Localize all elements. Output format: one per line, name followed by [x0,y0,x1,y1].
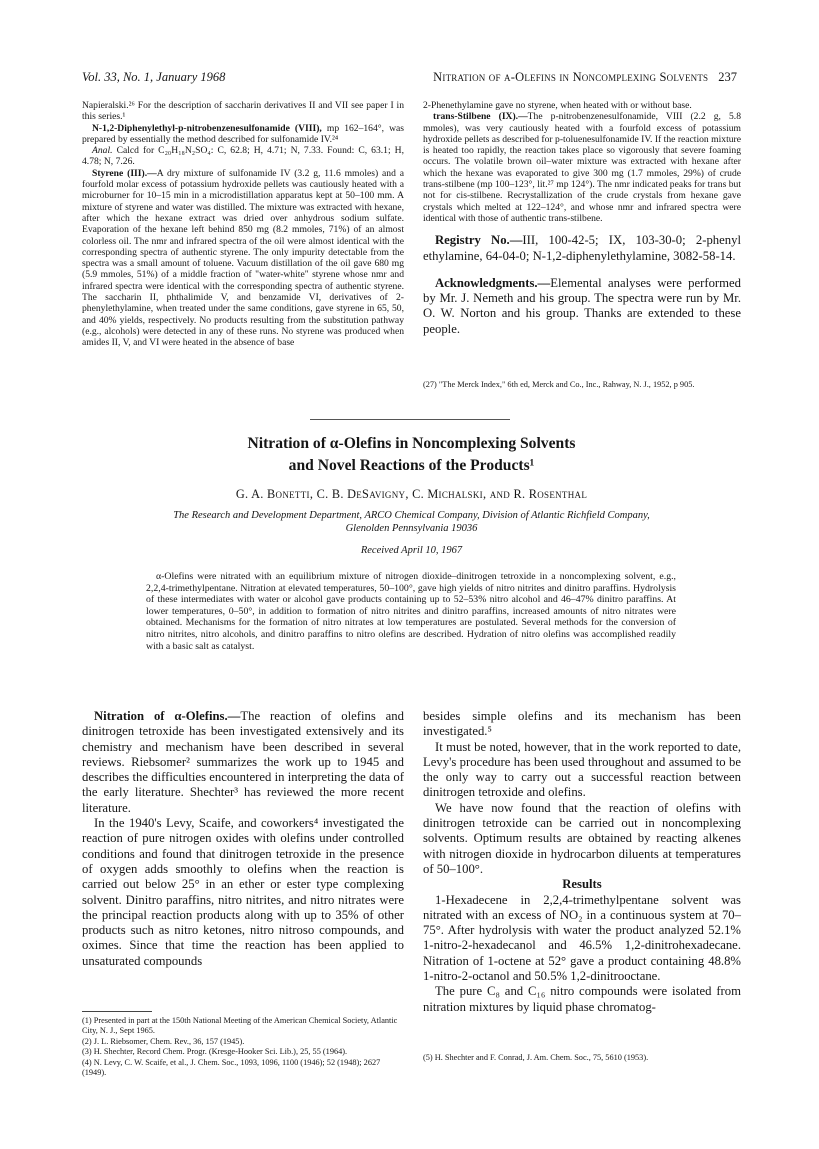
paragraph [82,145,404,168]
paragraph: 2-Phenethylamine gave no styrene, when heated with or without base. [423,100,692,111]
footnotes-right [423,1053,741,1063]
affiliation-line: Glenolden Pennsylvania 19036 [345,523,478,534]
running-header-title [433,70,737,85]
registry-heading: Registry No.— [435,233,523,248]
compound-heading: N-1,2-Diphenylethyl-p-nitrobenzenesulfonamide (VIII), [92,122,322,134]
author-list [82,487,741,502]
paragraph: Napieralski.²⁶ For the description of saccharin derivatives II and VII see paper I in this series.¹ [82,100,404,123]
footnote: (3) H. Shechter, Record Chem. Progr. (Kresge-Hooker Sci. Lib.), 25, 55 (1964). [82,1047,348,1057]
paragraph-text: III, 100-42-5; IX, 103-30-0; 2-phenyl ethylamine, 64-04-0; N-1,2-diphenylethylamine, 3082-58-14. [423,233,741,263]
affiliation-line: The Research and Development Department, ARCO Chemical Company, Division of Atlantic Richfield Company, [173,510,650,521]
registry-paragraph [423,233,741,264]
paragraph: The pure C₈ and C₁₆ nitro compounds were isolated from nitration mixtures by liquid phase chromatog- [423,984,741,1014]
footnote: (1) Presented in part at the 150th National Meeting of the American Chemical Society, Atlantic City, N. J., Sept 1965. [82,1016,398,1036]
paragraph-text: Elemental analyses were performed by Mr. J. Nemeth and his group. The spectra were run by Mr. O. W. Norton and his group. Thanks are extended to these people. [423,275,741,336]
paragraph [423,111,741,224]
running-title: Nitration of α-Olefins in Noncomplexing Solvents [433,70,709,84]
experimental-left-column [82,100,404,349]
paragraph: besides simple olefins and its mechanism has been investigated.⁵ [423,709,741,739]
abstract [146,571,676,652]
analysis-label: Anal. [92,145,113,157]
paragraph-text: A dry mixture of sulfonamide IV (3.2 g, 11.6 mmoles) and a fourfold molar excess of potassium hydroxide pellets was cautiously heated with a microburner for 10–15 min in a microdistillation apparatus kept at 50–100 mm. A mixture of styrene and water was distilled. The mixture was extracted with hexane, after which the hexane extract was dried over anhydrous sodium sulfate. Evaporation of the hexane left behind 850 mg (8.2 mmoles, 71%) of an almost colorless oil. The nmr and infrared spectra of the oil were almost identical with the corresponding spectra of authentic styrene. The only impurity detectable from the spectra was a small amount of toluene. Vacuum distillation of the oil gave 680 mg (5.9 mmoles, 51%) of a middle fraction of "water-white" styrene whose nmr and infrared spectra were identical with the corresponding spectra of authentic styrene. The saccharin II, phthalimide V, and benzamide VI, derivatives of 2-phenylethylamine, when treated under the same conditions, gave styrene in 65, 50, and 40% yields, respectively. No products resulting from the substitution pathway (e.g., alcohols) were detected in any of these runs. No styrene was produced when amides II, V, and VI were heated in the absence of base [82,167,404,349]
paragraph-text: mp 162–164°, was prepared by essentially the method described for sulfonamide IV.²⁴ [82,122,404,145]
paragraph: 1-Hexadecene in 2,2,4-trimethylpentane solvent was nitrated with an excess of NO₂ in a continuous system at 70–75°. After hydrolysis with water the product analyzed 52.1% 1-nitro-2-hexadecanol and 46.5% 1,2-dinitrohexadecane. Nitration of 1-octene at 52° gave a product containing 48.8% 1-nitro-2-octanol and 50.5% 1,2-dinitrooctane. [423,892,741,984]
paragraph-text: The p-nitrobenzenesulfonamide, VIII (2.2 g, 5.8 mmoles), was very cautiously heated with a fourfold excess of potassium hydroxide pellets as described for p-toluenesulfonamide IV. If the reaction mixture is heated too rapidly, the reaction takes place so vigorously that severe foaming occurs. The volatile brown oil–water mixture was extracted with hexane after which the hexane was evaporated to give 300 mg (1.7 mmoles, 29%) of crude trans-stilbene (mp 100–123°, lit.²⁷ mp 124°). The nmr indicated peaks for trans but not for cis-stilbene. Recrystallization of the crude crystals from hexane gave crystals which melted at 122–124°, and whose nmr and infrared spectra were identical with those of authentic trans-stilbene. [423,111,741,224]
footnotes-left [82,1016,404,1078]
page-number: 237 [718,70,737,84]
acknowledgments-paragraph [423,276,741,337]
paragraph-text: The reaction of olefins and dinitrogen tetroxide has been investigated extensively and its chemistry and mechanism have been described in several reviews. Riebsomer² summarizes the work up to 1945 and describes the difficulties encountered in interpreting the data of the early literature. Shechter³ has reviewed the more recent literature. [82,709,404,815]
footnote-27: (27) "The Merck Index," 6th ed, Merck and Co., Inc., Rahway, N. J., 1952, p 905. [423,380,695,389]
results-heading: Results [562,877,602,892]
paragraph: In the 1940's Levy, Scaife, and coworkers⁴ investigated the reaction of pure nitrogen oxides with olefins under controlled conditions and found that dinitrogen tetroxide in the presence of oxygen adds smoothly to olefins when the reaction is carried out below 25° in an ether or ester type complexing solvent. Dinitro paraffins, nitro nitrites, and nitro nitrates were the principal reaction products along with up to 35% of other products such as nitro ketones, nitro nitroso compounds, and oximes. Since that time the reaction has been applied to unsaturated compounds [82,816,404,968]
paragraph: We have now found that the reaction of olefins with dinitrogen tetroxide can be carried out in noncomplexing solvents. Optimum results are obtained by reacting alkenes with nitrogen dioxide in hydrocarbon diluents at temperatures of 50–100°. [423,800,741,876]
footnote: (5) H. Shechter and F. Conrad, J. Am. Chem. Soc., 75, 5610 (1953). [423,1053,649,1062]
paragraph [82,709,404,816]
abstract-text: α-Olefins were nitrated with an equilibrium mixture of nitrogen dioxide–dinitrogen tetroxide in a noncomplexing solvent, e.g., 2,2,4-trimethylpentane. Nitration at elevated temperatures, 50–100°, gave high yields of nitro nitrites and dinitro paraffins. Hydrolysis of these intermediates with water or alcohol gave products containing up to 52–53% nitro alcohol and 46–47% dinitro paraffins. At lower temperatures, 0–50°, in addition to formation of nitro nitrites and dinitro paraffins, increased amounts of nitro nitrates were obtained. Mechanisms for the formation of nitro nitrates at low temperatures are postulated. Several methods for the conversion of nitro nitrites, nitro alcohols, and dinitro paraffins to nitro olefins are described. Hydration of nitro olefins was accomplished readily with a basic salt as catalyst. [146,571,676,652]
acknowledgments-heading: Acknowledgments.— [435,275,551,290]
authors-text: G. A. Bonetti, C. B. DeSavigny, C. Michalski, and R. Rosenthal [235,487,588,501]
experimental-right-column [423,100,741,337]
paragraph: It must be noted, however, that in the work reported to date, Levy's procedure has been used throughout and assumed to be the only way to carry out a successful reaction between dinitrogen tetroxide and olefins. [423,739,741,800]
footnote: (4) N. Levy, C. W. Scaife, et al., J. Chem. Soc., 1093, 1096, 1100 (1946); 52 (1948); 2627 (1949). [82,1057,381,1078]
received-date: Received April 10, 1967 [360,545,463,556]
section-heading: Nitration of α-Olefins.— [94,709,241,723]
compound-heading: trans-Stilbene (IX).— [433,111,528,123]
affiliation [82,509,741,535]
footnote-rule [82,1011,152,1012]
compound-heading: Styrene (III).— [92,167,157,179]
paragraph-text: Calcd for C₂₀H₁₈N₂SO₄: C, 62.8; H, 4.71; N, 7.33. Found: C, 63.1; H, 4.78; N, 7.26. [82,145,404,168]
article-title: Nitration of α-Olefins in Noncomplexing Solvents [247,435,576,452]
body-left-column [82,709,404,969]
footnote: (2) J. L. Riebsomer, Chem. Rev., 36, 157 (1945). [82,1036,245,1046]
paragraph [82,123,404,146]
body-right-column [423,709,741,1015]
article-title-line2: and Novel Reactions of the Products¹ [288,457,535,474]
section-divider [310,419,510,420]
running-header-volume: Vol. 33, No. 1, January 1968 [82,70,226,84]
paragraph [82,168,404,349]
